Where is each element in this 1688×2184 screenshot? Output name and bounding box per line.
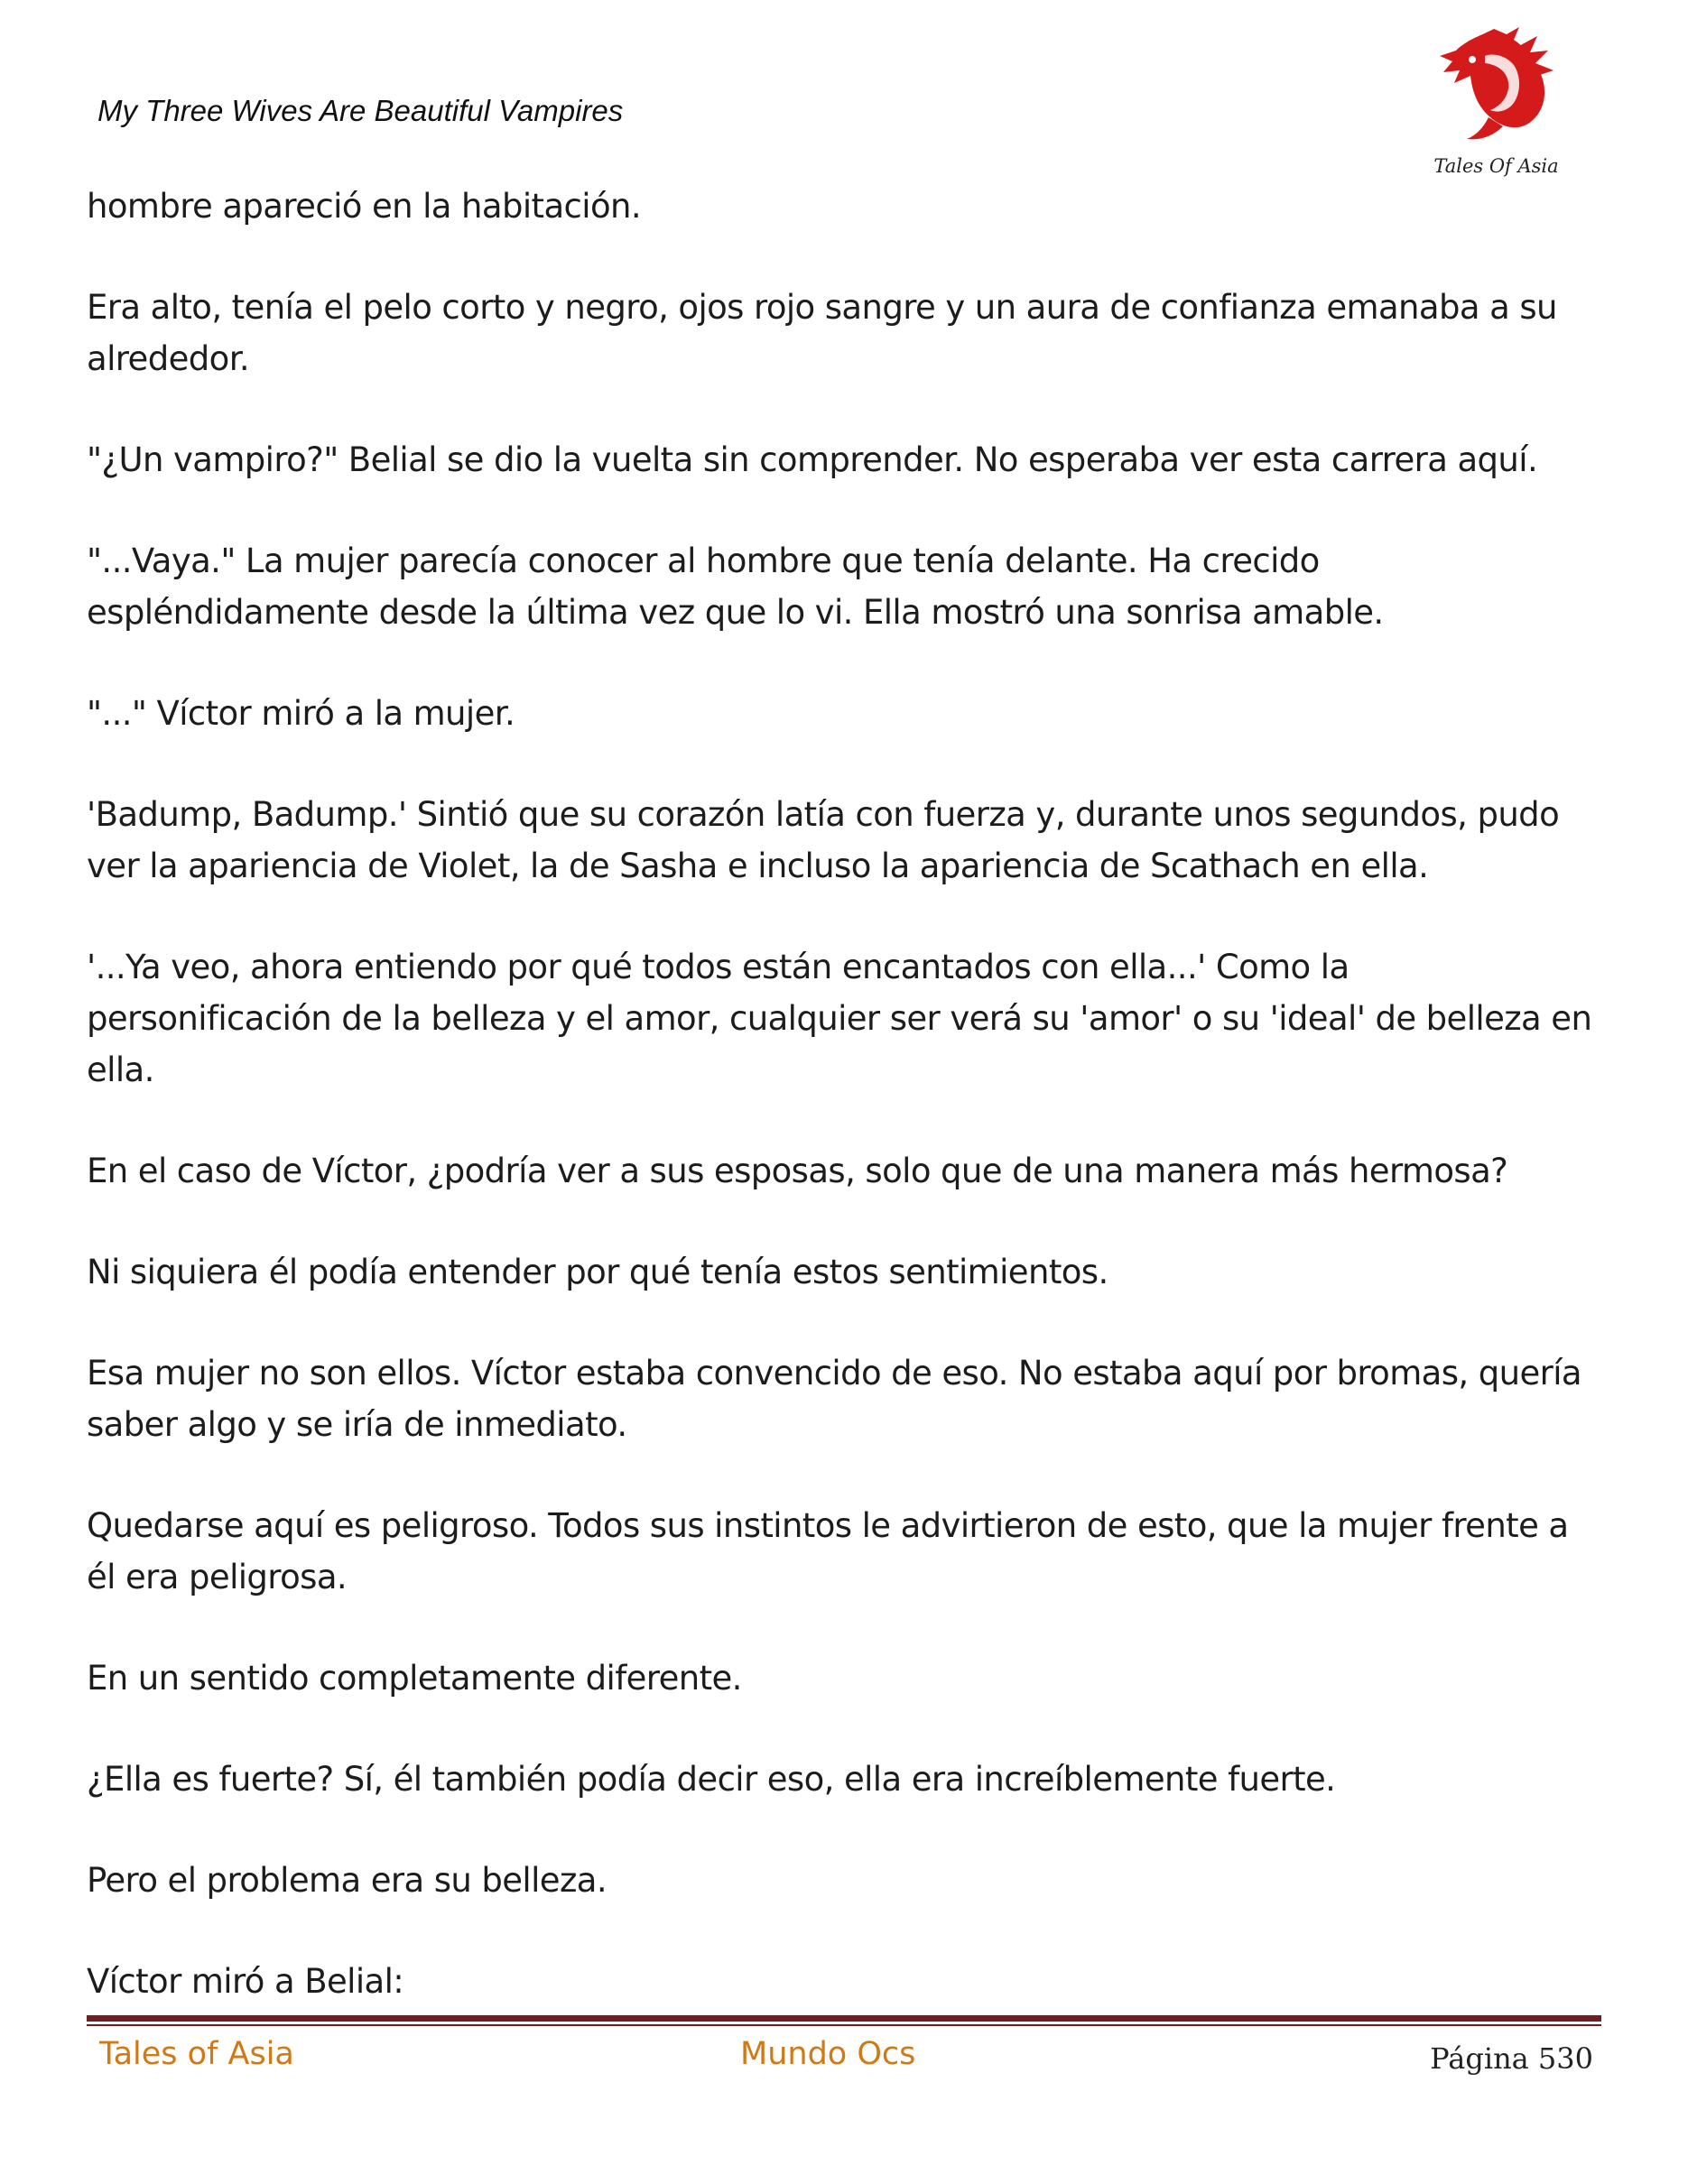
logo-text: Tales Of Asia	[1433, 155, 1559, 177]
paragraph: hombre apareció en la habitación.	[87, 187, 641, 226]
tales-of-asia-logo	[1431, 20, 1562, 182]
page-number: Página 530	[1430, 2041, 1593, 2076]
paragraph: 'Badump, Badump.' Sintió que su corazón latía con fuerza y, durante unos segundos, pudo ver la apariencia de Violet, la de Sasha e incluso la apariencia de Scathach en ella.	[87, 795, 1560, 885]
paragraph: Víctor miró a Belial:	[87, 1962, 404, 2001]
paragraph: En el caso de Víctor, ¿podría ver a sus esposas, solo que de una manera más hermosa?	[87, 1152, 1508, 1190]
book-title: My Three Wives Are Beautiful Vampires	[97, 94, 624, 127]
paragraph: Quedarse aquí es peligroso. Todos sus instintos le advirtieron de esto, que la mujer frente a él era peligrosa.	[87, 1506, 1569, 1596]
paragraph: ¿Ella es fuerte? Sí, él también podía decir eso, ella era increíblemente fuerte.	[87, 1760, 1336, 1799]
chapter-text	[87, 180, 1603, 2057]
paragraph: "¿Un vampiro?" Belial se dio la vuelta sin comprender. No esperaba ver esta carrera aquí.	[87, 440, 1538, 479]
paragraph: Pero el problema era su belleza.	[87, 1861, 607, 1900]
paragraph: Ni siquiera él podía entender por qué tenía estos sentimientos.	[87, 1253, 1108, 1291]
paragraph: En un sentido completamente diferente.	[87, 1659, 742, 1698]
paragraph: Esa mujer no son ellos. Víctor estaba convencido de eso. No estaba aquí por bromas, quería saber algo y se iría de inmediato.	[87, 1354, 1582, 1444]
paragraph: "...Vaya." La mujer parecía conocer al hombre que tenía delante. Ha crecido espléndidamente desde la última vez que lo vi. Ella mostró una sonrisa amable.	[87, 541, 1384, 632]
footer-series-name: Mundo Ocs	[740, 2036, 916, 2072]
paragraph: '...Ya veo, ahora entiendo por qué todos están encantados con ella...' Como la personificación de la belleza y el amor, cualquier ser verá su 'amor' o su 'ideal' de belleza en ella.	[87, 948, 1592, 1089]
red-dragon-icon	[1431, 20, 1562, 155]
footer-divider	[87, 2015, 1601, 2022]
footer-divider-thin	[87, 2024, 1601, 2026]
paragraph: "..." Víctor miró a la mujer.	[87, 694, 515, 733]
footer-site-name: Tales of Asia	[99, 2036, 294, 2072]
paragraph: Era alto, tenía el pelo corto y negro, ojos rojo sangre y un aura de confianza emanaba a su alrededor.	[87, 288, 1557, 378]
